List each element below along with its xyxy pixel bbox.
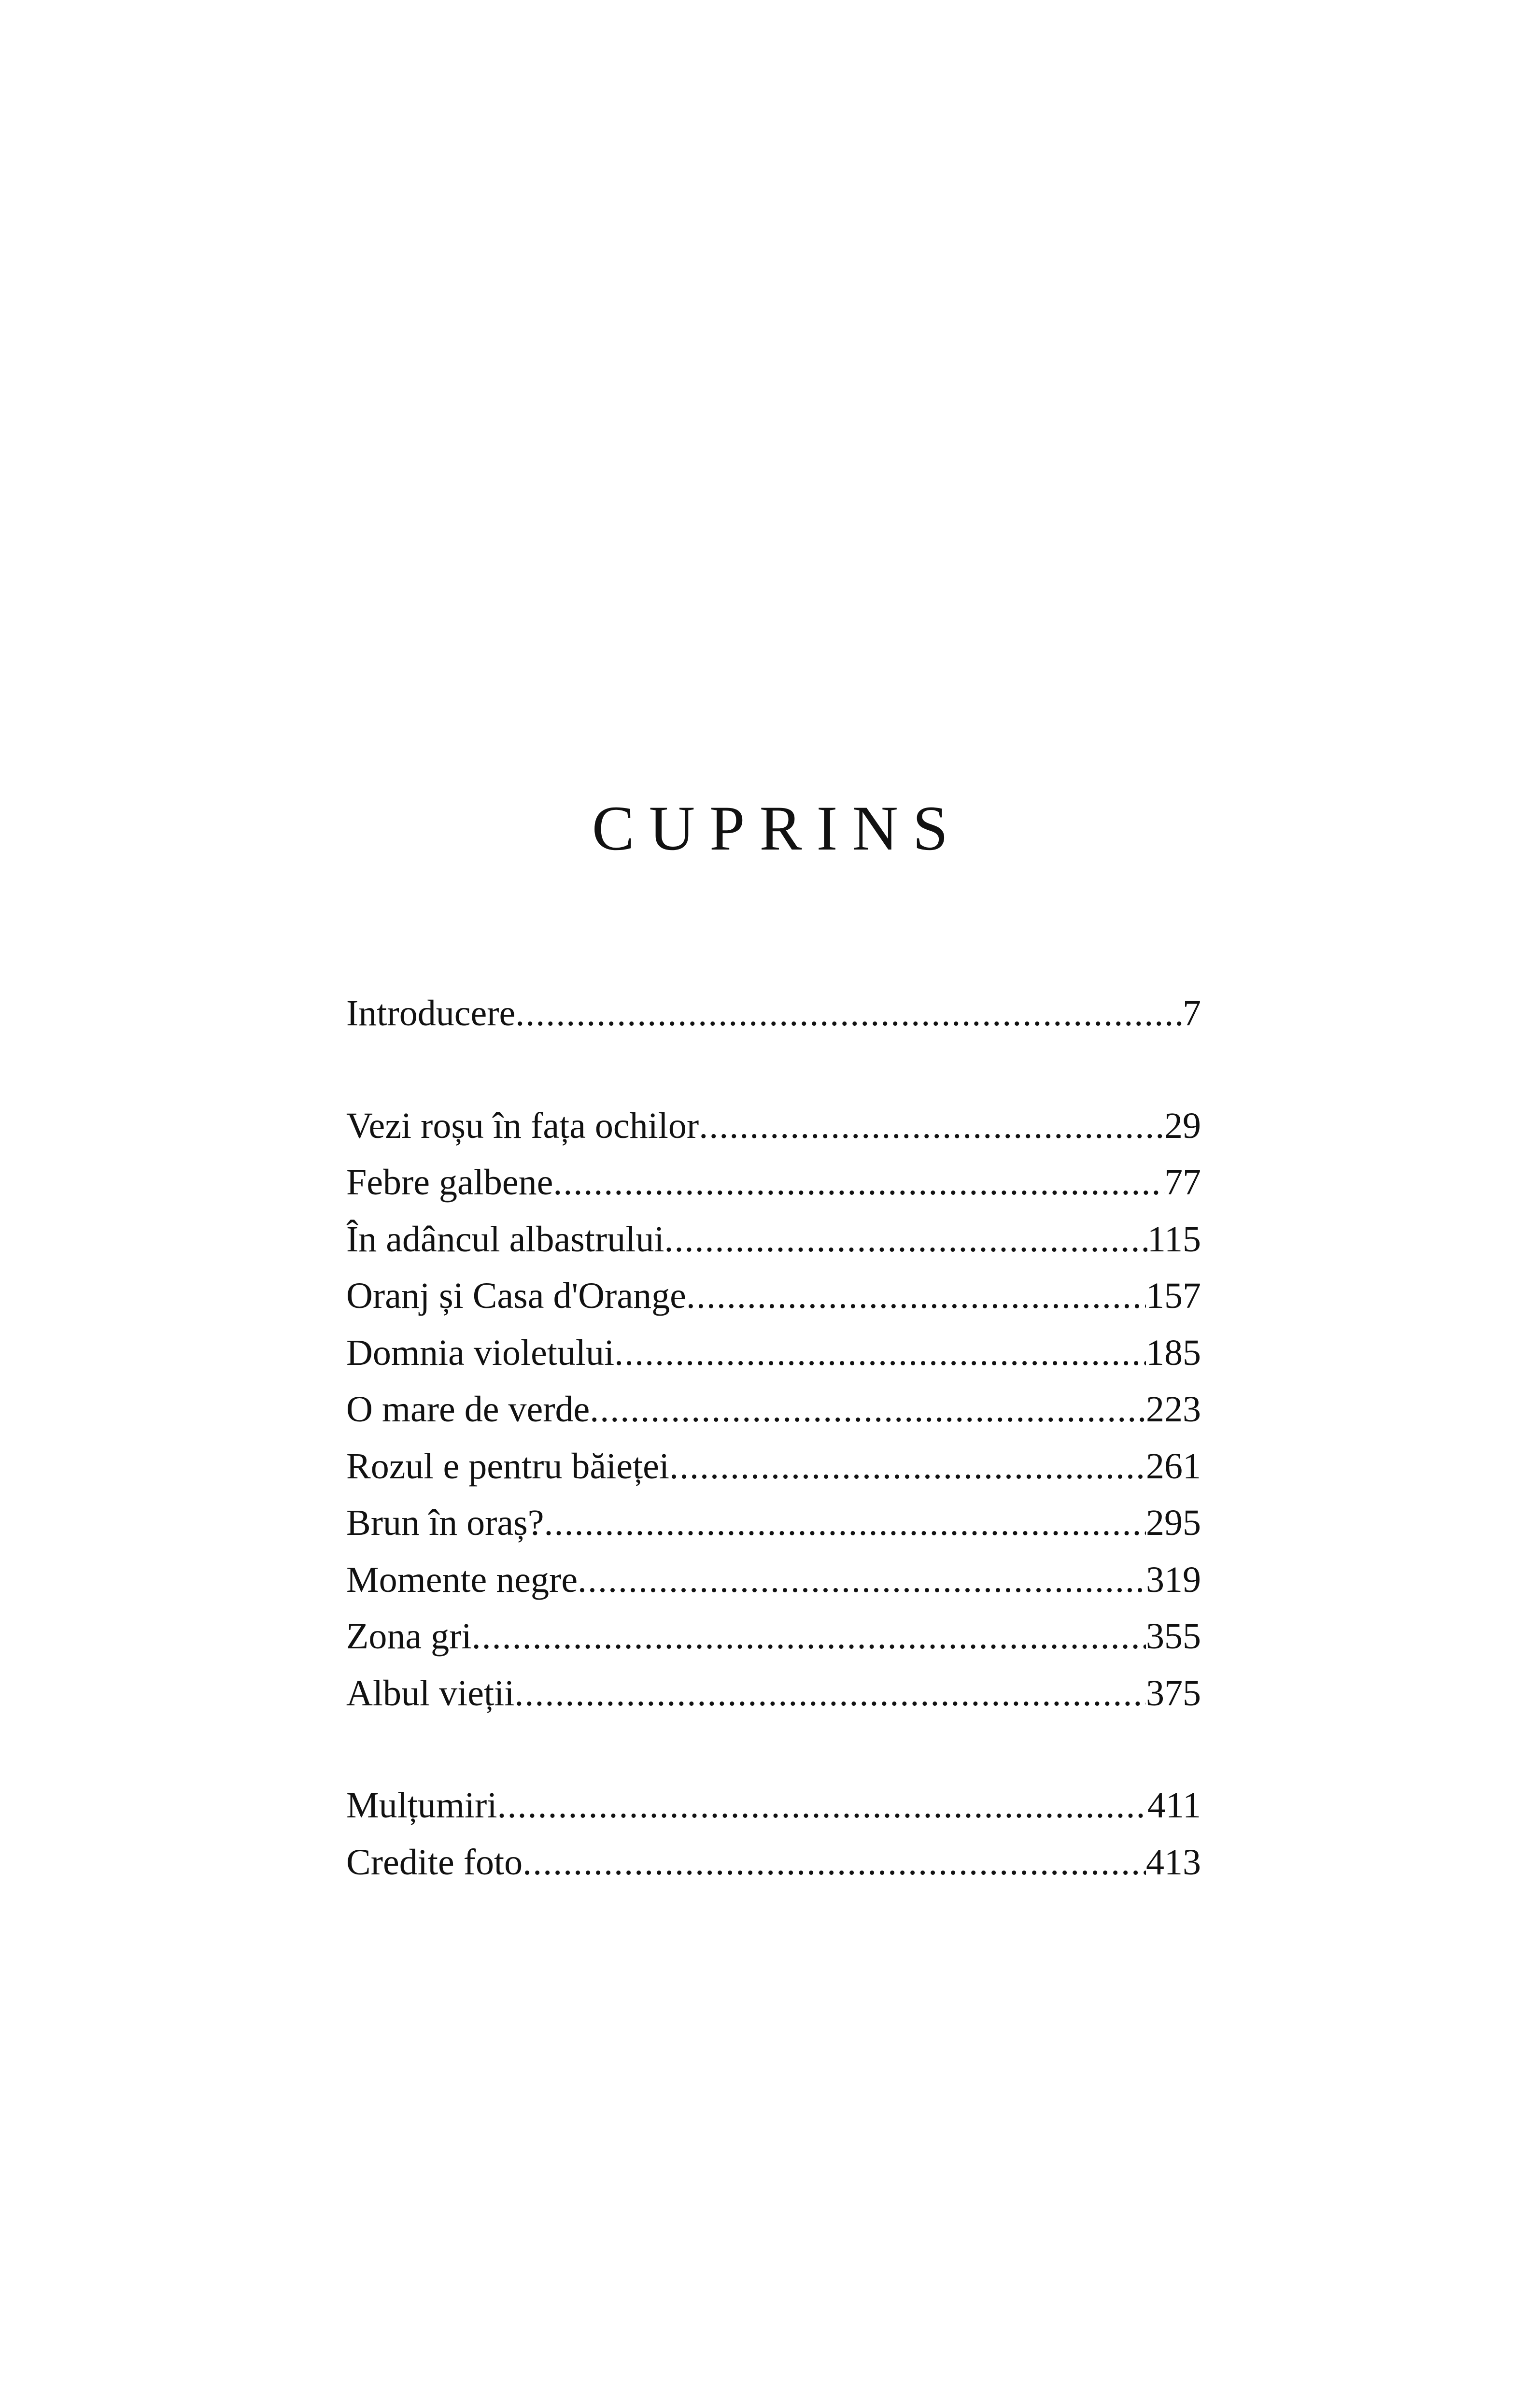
dot-leader xyxy=(553,1154,1164,1211)
toc-entry xyxy=(346,1834,1201,1891)
toc-entry-page: 411 xyxy=(1147,1785,1201,1826)
toc-entry-page: 261 xyxy=(1146,1446,1201,1487)
dot-leader xyxy=(472,1608,1146,1665)
toc-group-intro xyxy=(346,985,1201,1042)
toc-entry-title: Zona gri xyxy=(346,1616,472,1657)
toc-group-backmatter xyxy=(346,1777,1201,1891)
dot-leader xyxy=(544,1495,1146,1552)
toc-entry-title: Rozul e pentru băieței xyxy=(346,1446,669,1487)
toc-entry-title: O mare de verde xyxy=(346,1389,590,1430)
toc-entry-page: 355 xyxy=(1146,1616,1201,1657)
toc-entry xyxy=(346,985,1201,1042)
toc-entry-page: 157 xyxy=(1146,1276,1201,1316)
toc-entry-title: Momente negre xyxy=(346,1559,578,1600)
toc-entry xyxy=(346,1552,1201,1609)
toc-entry-page: 29 xyxy=(1164,1105,1201,1146)
toc-entry-title: În adâncul albastrului xyxy=(346,1219,664,1260)
toc-entry-page: 319 xyxy=(1146,1559,1201,1600)
toc-entry-page: 185 xyxy=(1146,1332,1201,1373)
toc-entry xyxy=(346,1211,1201,1268)
dot-leader xyxy=(515,985,1183,1042)
toc-entry xyxy=(346,1495,1201,1552)
dot-leader xyxy=(590,1381,1146,1438)
dot-leader xyxy=(699,1098,1164,1155)
toc-entry xyxy=(346,1325,1201,1382)
toc-entry-title: Albul vieții xyxy=(346,1673,515,1714)
toc-entry-title: Brun în oraș? xyxy=(346,1503,544,1543)
toc-entry-page: 223 xyxy=(1146,1389,1201,1430)
toc-entry xyxy=(346,1154,1201,1211)
table-of-contents xyxy=(346,985,1201,1946)
toc-entry-page: 295 xyxy=(1146,1503,1201,1543)
toc-entry xyxy=(346,1381,1201,1438)
toc-entry-page: 115 xyxy=(1147,1219,1201,1260)
dot-leader xyxy=(669,1438,1146,1495)
toc-entry xyxy=(346,1438,1201,1495)
toc-entry-title: Credite foto xyxy=(346,1842,523,1883)
page-title: CUPRINS xyxy=(592,793,963,864)
toc-entry-page: 413 xyxy=(1146,1842,1201,1883)
dot-leader xyxy=(664,1211,1147,1268)
toc-entry xyxy=(346,1777,1201,1834)
dot-leader xyxy=(614,1325,1146,1382)
dot-leader xyxy=(686,1268,1146,1325)
toc-entry xyxy=(346,1268,1201,1325)
toc-entry-title: Mulțumiri xyxy=(346,1785,497,1826)
toc-entry xyxy=(346,1098,1201,1155)
toc-group-chapters xyxy=(346,1098,1201,1722)
toc-entry xyxy=(346,1665,1201,1722)
dot-leader xyxy=(514,1665,1146,1722)
dot-leader xyxy=(578,1552,1146,1609)
toc-entry-title: Introducere xyxy=(346,993,516,1034)
toc-entry-title: Oranj și Casa d'Orange xyxy=(346,1276,686,1316)
toc-entry-title: Vezi roșu în fața ochilor xyxy=(346,1105,699,1146)
dot-leader xyxy=(523,1834,1146,1891)
toc-entry-page: 77 xyxy=(1164,1162,1201,1203)
toc-entry xyxy=(346,1608,1201,1665)
dot-leader xyxy=(497,1777,1147,1834)
toc-entry-page: 7 xyxy=(1183,993,1201,1034)
toc-entry-title: Febre galbene xyxy=(346,1162,553,1203)
toc-entry-title: Domnia violetului xyxy=(346,1332,615,1373)
toc-entry-page: 375 xyxy=(1146,1673,1201,1714)
